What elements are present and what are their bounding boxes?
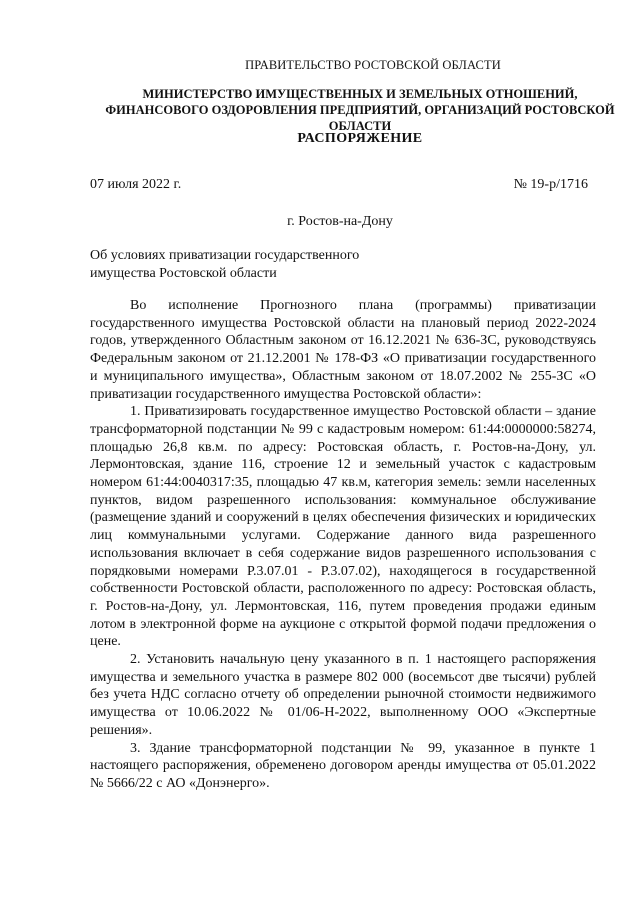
ministry-heading: МИНИСТЕРСТВО ИМУЩЕСТВЕННЫХ И ЗЕМЕЛЬНЫХ ОТНОШЕНИЙ, ФИНАНСОВОГО ОЗДОРОВЛЕНИЯ ПРЕДПРИЯТИЙ, ОРГАНИЗАЦИЙ РОСТОВСКОЙ ОБЛАСТИ [105, 87, 615, 133]
item-2-paragraph: 2. Установить начальную цену указанного в п. 1 настоящего распоряжения имущества и земельного участка в размере 802 000 (восемьсот две тысячи) рублей без учета НДС согласно отчету об определении рыночной стоимости недвижимого имущества от 10.06.2022 № 01/06-Н-2022, выполненному ООО «Экспертные решения». [90, 652, 596, 738]
document-subject: Об условиях приватизации государственного имущества Ростовской области [90, 248, 360, 281]
document-city: г. Ростов-на-Дону [287, 214, 393, 229]
item-1-paragraph: 1. Приватизировать государственное имущество Ростовской области – здание трансформаторной подстанции № 99 с кадастровым номером: 61:44:0000000:58274, площадью 26,8 кв.м. по адресу: Ростовская область, г. Ростов-на-Дону, ул. Лермонтовская, здание 116, строение 12 и земельный участок с кадастровым номером 61:44:0040317:35, площадью 47 кв.м, категория земель: земли населенных пунктов, видом разрешенного использования: коммунальное обслуживание (размещение зданий и сооружений в целях обеспечения физических и юридических лиц коммунальными услугами. Содержание данного вида разрешенного использования включает в себя содержание видов разрешенного использования с порядковыми номерами Р.3.07.01 - Р.3.07.02), находящегося в государственной собственности Ростовской области, расположенного по адресу: Ростовская область, г. Ростов-на-Дону, ул. Лермонтовская, 116, путем проведения продажи единым лотом в электронной форме на аукционе с открытой формой подачи предложения о цене. [90, 404, 596, 650]
item-3-paragraph: 3. Здание трансформаторной подстанции № 99, указанное в пункте 1 настоящего распоряжения, обременено договором аренды имущества от 05.01.2022 № 5666/22 с АО «Донэнерго». [90, 740, 596, 791]
intro-paragraph: Во исполнение Прогнозного плана (программы) приватизации государственного имущества Ростовской области на плановый период 2022-2024 годов, утвержденного Областным законом от 16.12.2021 № 636-ЗС, руководствуясь Федеральным законом от 21.12.2001 № 178-ФЗ «О приватизации государственного и муниципального имущества», Областным законом от 18.07.2002 № 255-ЗС «О приватизации государственного имущества Ростовской области»: [90, 298, 596, 402]
document-body [90, 297, 596, 793]
document-number: № 19-р/1716 [513, 177, 588, 192]
document-type-title: РАСПОРЯЖЕНИЕ [297, 131, 423, 146]
document-date: 07 июля 2022 г. [90, 177, 182, 192]
government-heading: ПРАВИТЕЛЬСТВО РОСТОВСКОЙ ОБЛАСТИ [245, 58, 501, 72]
